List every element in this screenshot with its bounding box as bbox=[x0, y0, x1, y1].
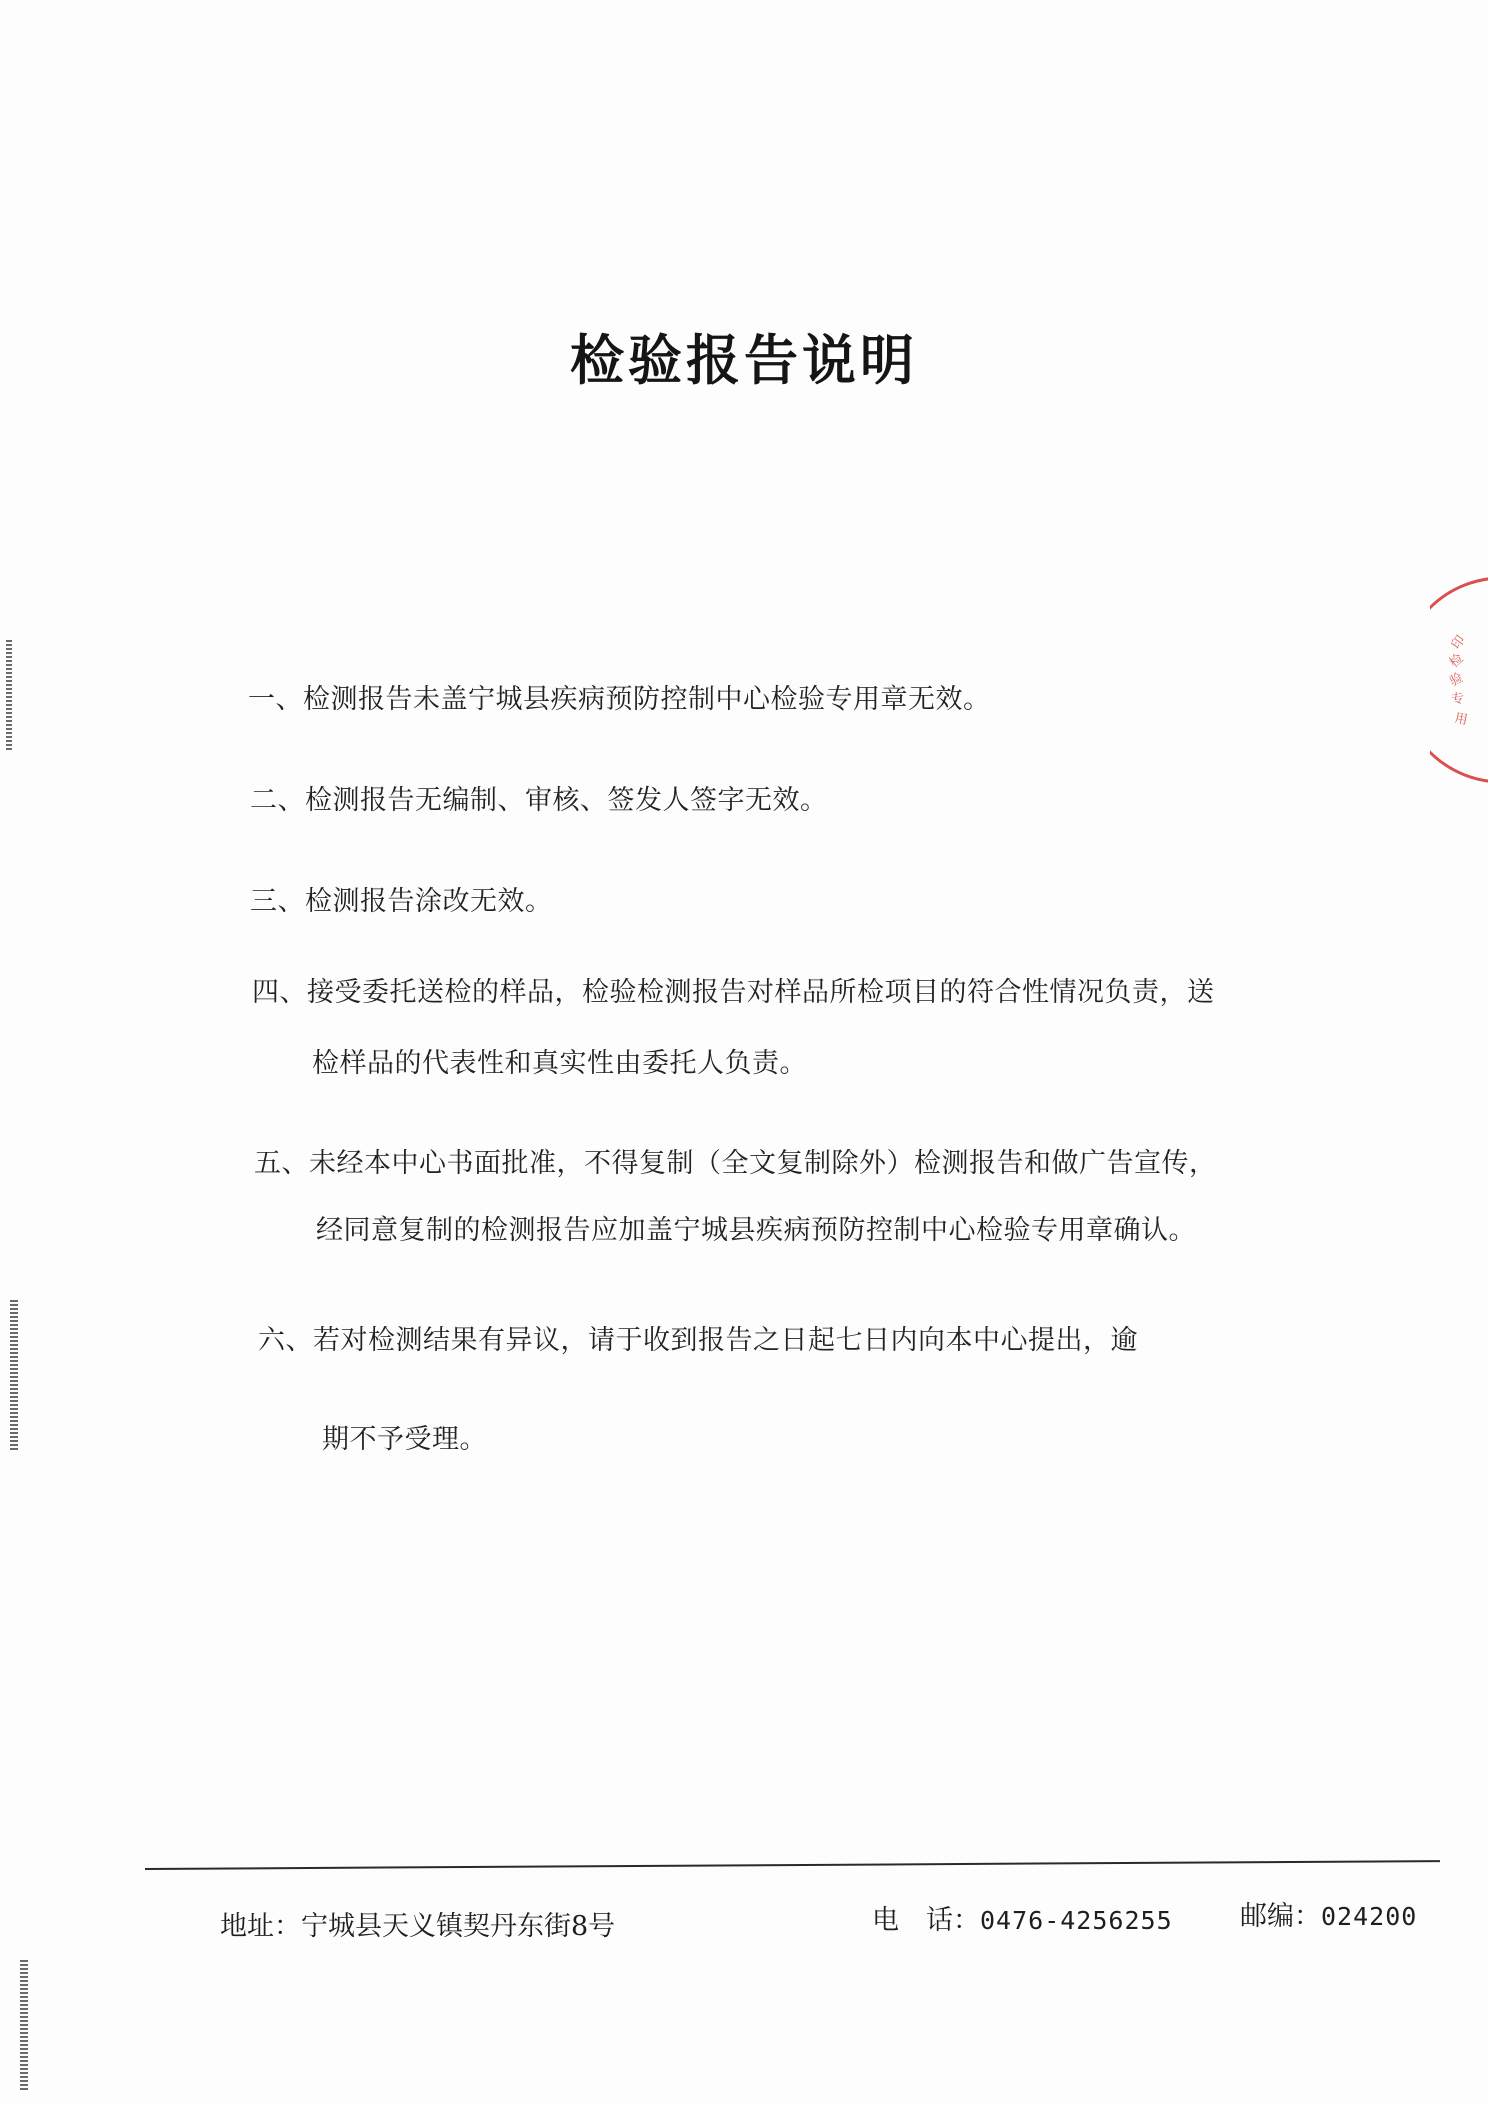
svg-text:检: 检 bbox=[1446, 651, 1467, 672]
clause-text: 接受委托送检的样品，检验检测报告对样品所检项目的符合性情况负责，送 bbox=[307, 977, 1215, 1008]
clause-3 bbox=[250, 879, 553, 918]
clause-5 bbox=[254, 1141, 1217, 1180]
clause-text: 检测报告未盖宁城县疾病预防控制中心检验专用章无效。 bbox=[303, 684, 991, 715]
clause-4-continuation: 检样品的代表性和真实性由委托人负责。 bbox=[312, 1048, 807, 1079]
clause-number: 五、 bbox=[254, 1148, 309, 1179]
scan-edge-mark bbox=[20, 1960, 28, 2090]
address-label: 地址： bbox=[220, 1911, 301, 1942]
clause-4 bbox=[252, 970, 1215, 1009]
postcode-value: 024200 bbox=[1321, 1902, 1418, 1931]
document-title: 检验报告说明 bbox=[570, 328, 918, 392]
clause-number: 四、 bbox=[252, 977, 307, 1008]
clause-6 bbox=[258, 1318, 1138, 1357]
footer-divider bbox=[145, 1860, 1440, 1870]
phone-value: 0476-4256255 bbox=[980, 1906, 1173, 1935]
clause-text: 检测报告无编制、审核、签发人签字无效。 bbox=[305, 785, 828, 816]
scan-edge-mark bbox=[6, 640, 12, 750]
svg-text:验: 验 bbox=[1447, 670, 1466, 690]
footer-phone bbox=[872, 1898, 1173, 1937]
footer-postcode bbox=[1240, 1894, 1417, 1933]
clause-6-continuation: 期不予受理。 bbox=[322, 1424, 487, 1455]
clause-text: 未经本中心书面批准，不得复制（全文复制除外）检测报告和做广告宣传， bbox=[309, 1148, 1217, 1179]
clause-number: 六、 bbox=[258, 1325, 313, 1356]
clause-number: 二、 bbox=[250, 785, 305, 816]
svg-text:用: 用 bbox=[1453, 711, 1469, 729]
phone-label: 电 话： bbox=[872, 1905, 980, 1936]
seal-stamp bbox=[1430, 570, 1488, 790]
svg-text:专: 专 bbox=[1450, 690, 1466, 708]
postcode-label: 邮编： bbox=[1240, 1901, 1321, 1932]
address-value: 宁城县天义镇契丹东街8号 bbox=[301, 1911, 616, 1942]
clause-number: 三、 bbox=[250, 886, 305, 917]
svg-text:印: 印 bbox=[1448, 633, 1469, 653]
clause-2 bbox=[250, 778, 828, 817]
footer-address bbox=[220, 1904, 615, 1943]
clause-text: 检测报告涂改无效。 bbox=[305, 886, 553, 917]
clause-number: 一、 bbox=[248, 684, 303, 715]
clause-5-continuation: 经同意复制的检测报告应加盖宁城县疾病预防控制中心检验专用章确认。 bbox=[316, 1215, 1196, 1246]
clause-text: 若对检测结果有异议，请于收到报告之日起七日内向本中心提出，逾 bbox=[313, 1325, 1138, 1356]
scan-edge-mark bbox=[10, 1300, 18, 1450]
clause-1 bbox=[248, 677, 991, 716]
